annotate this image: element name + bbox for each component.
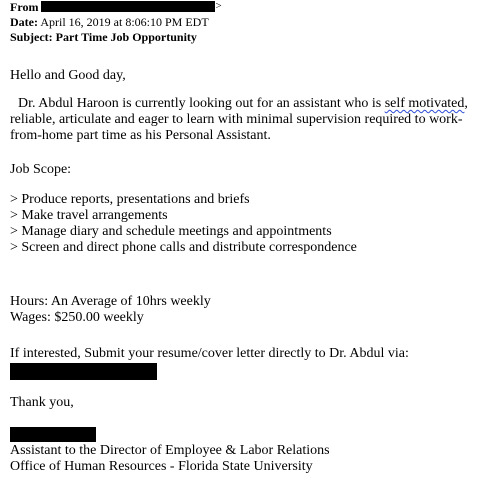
list-item: > Manage diary and schedule meetings and appointments (10, 224, 332, 239)
list-item: > Make travel arrangements (10, 208, 168, 223)
job-scope-list (10, 192, 480, 256)
intro-start: Dr. Abdul Haroon is currently looking out for an assistant who is (18, 96, 385, 111)
spellcheck-flagged-text[interactable]: self motivated (384, 96, 465, 111)
date-value: April 16, 2019 at 8:06:10 PM EDT (40, 15, 209, 29)
hours-line: Hours: An Average of 10hrs weekly (10, 294, 211, 309)
job-scope-title: Job Scope: (10, 162, 72, 177)
subject-value: Part Time Job Opportunity (55, 30, 197, 44)
email-header (10, 0, 480, 45)
from-line (10, 0, 480, 15)
list-item: > Screen and direct phone calls and distribute correspondence (10, 240, 357, 255)
subject-label: Subject: (10, 30, 53, 44)
list-item: > Produce reports, presentations and briefs (10, 192, 250, 207)
from-tail: > (215, 0, 222, 12)
redacted-sender (41, 1, 215, 12)
redacted-contact (10, 363, 157, 380)
wages-line: Wages: $250.00 weekly (10, 310, 144, 325)
subject-line (10, 30, 480, 45)
redacted-signer-name (10, 427, 96, 442)
thanks-line: Thank you, (10, 395, 74, 410)
intro-end: , reliable, articulate and eager to learn with minimal supervision required to work-from-home part time as his Personal Assistant. (10, 96, 468, 143)
interest-line: If interested, Submit your resume/cover letter directly to Dr. Abdul via: (10, 346, 409, 361)
signature-title: Assistant to the Director of Employee & Labor Relations (10, 443, 330, 458)
email-message (10, 0, 480, 475)
intro-paragraph (10, 96, 480, 144)
from-label: From (10, 0, 39, 14)
greeting: Hello and Good day, (10, 68, 126, 83)
date-line (10, 15, 480, 30)
signature-office: Office of Human Resources - Florida State University (10, 459, 313, 474)
date-label: Date: (10, 15, 38, 29)
